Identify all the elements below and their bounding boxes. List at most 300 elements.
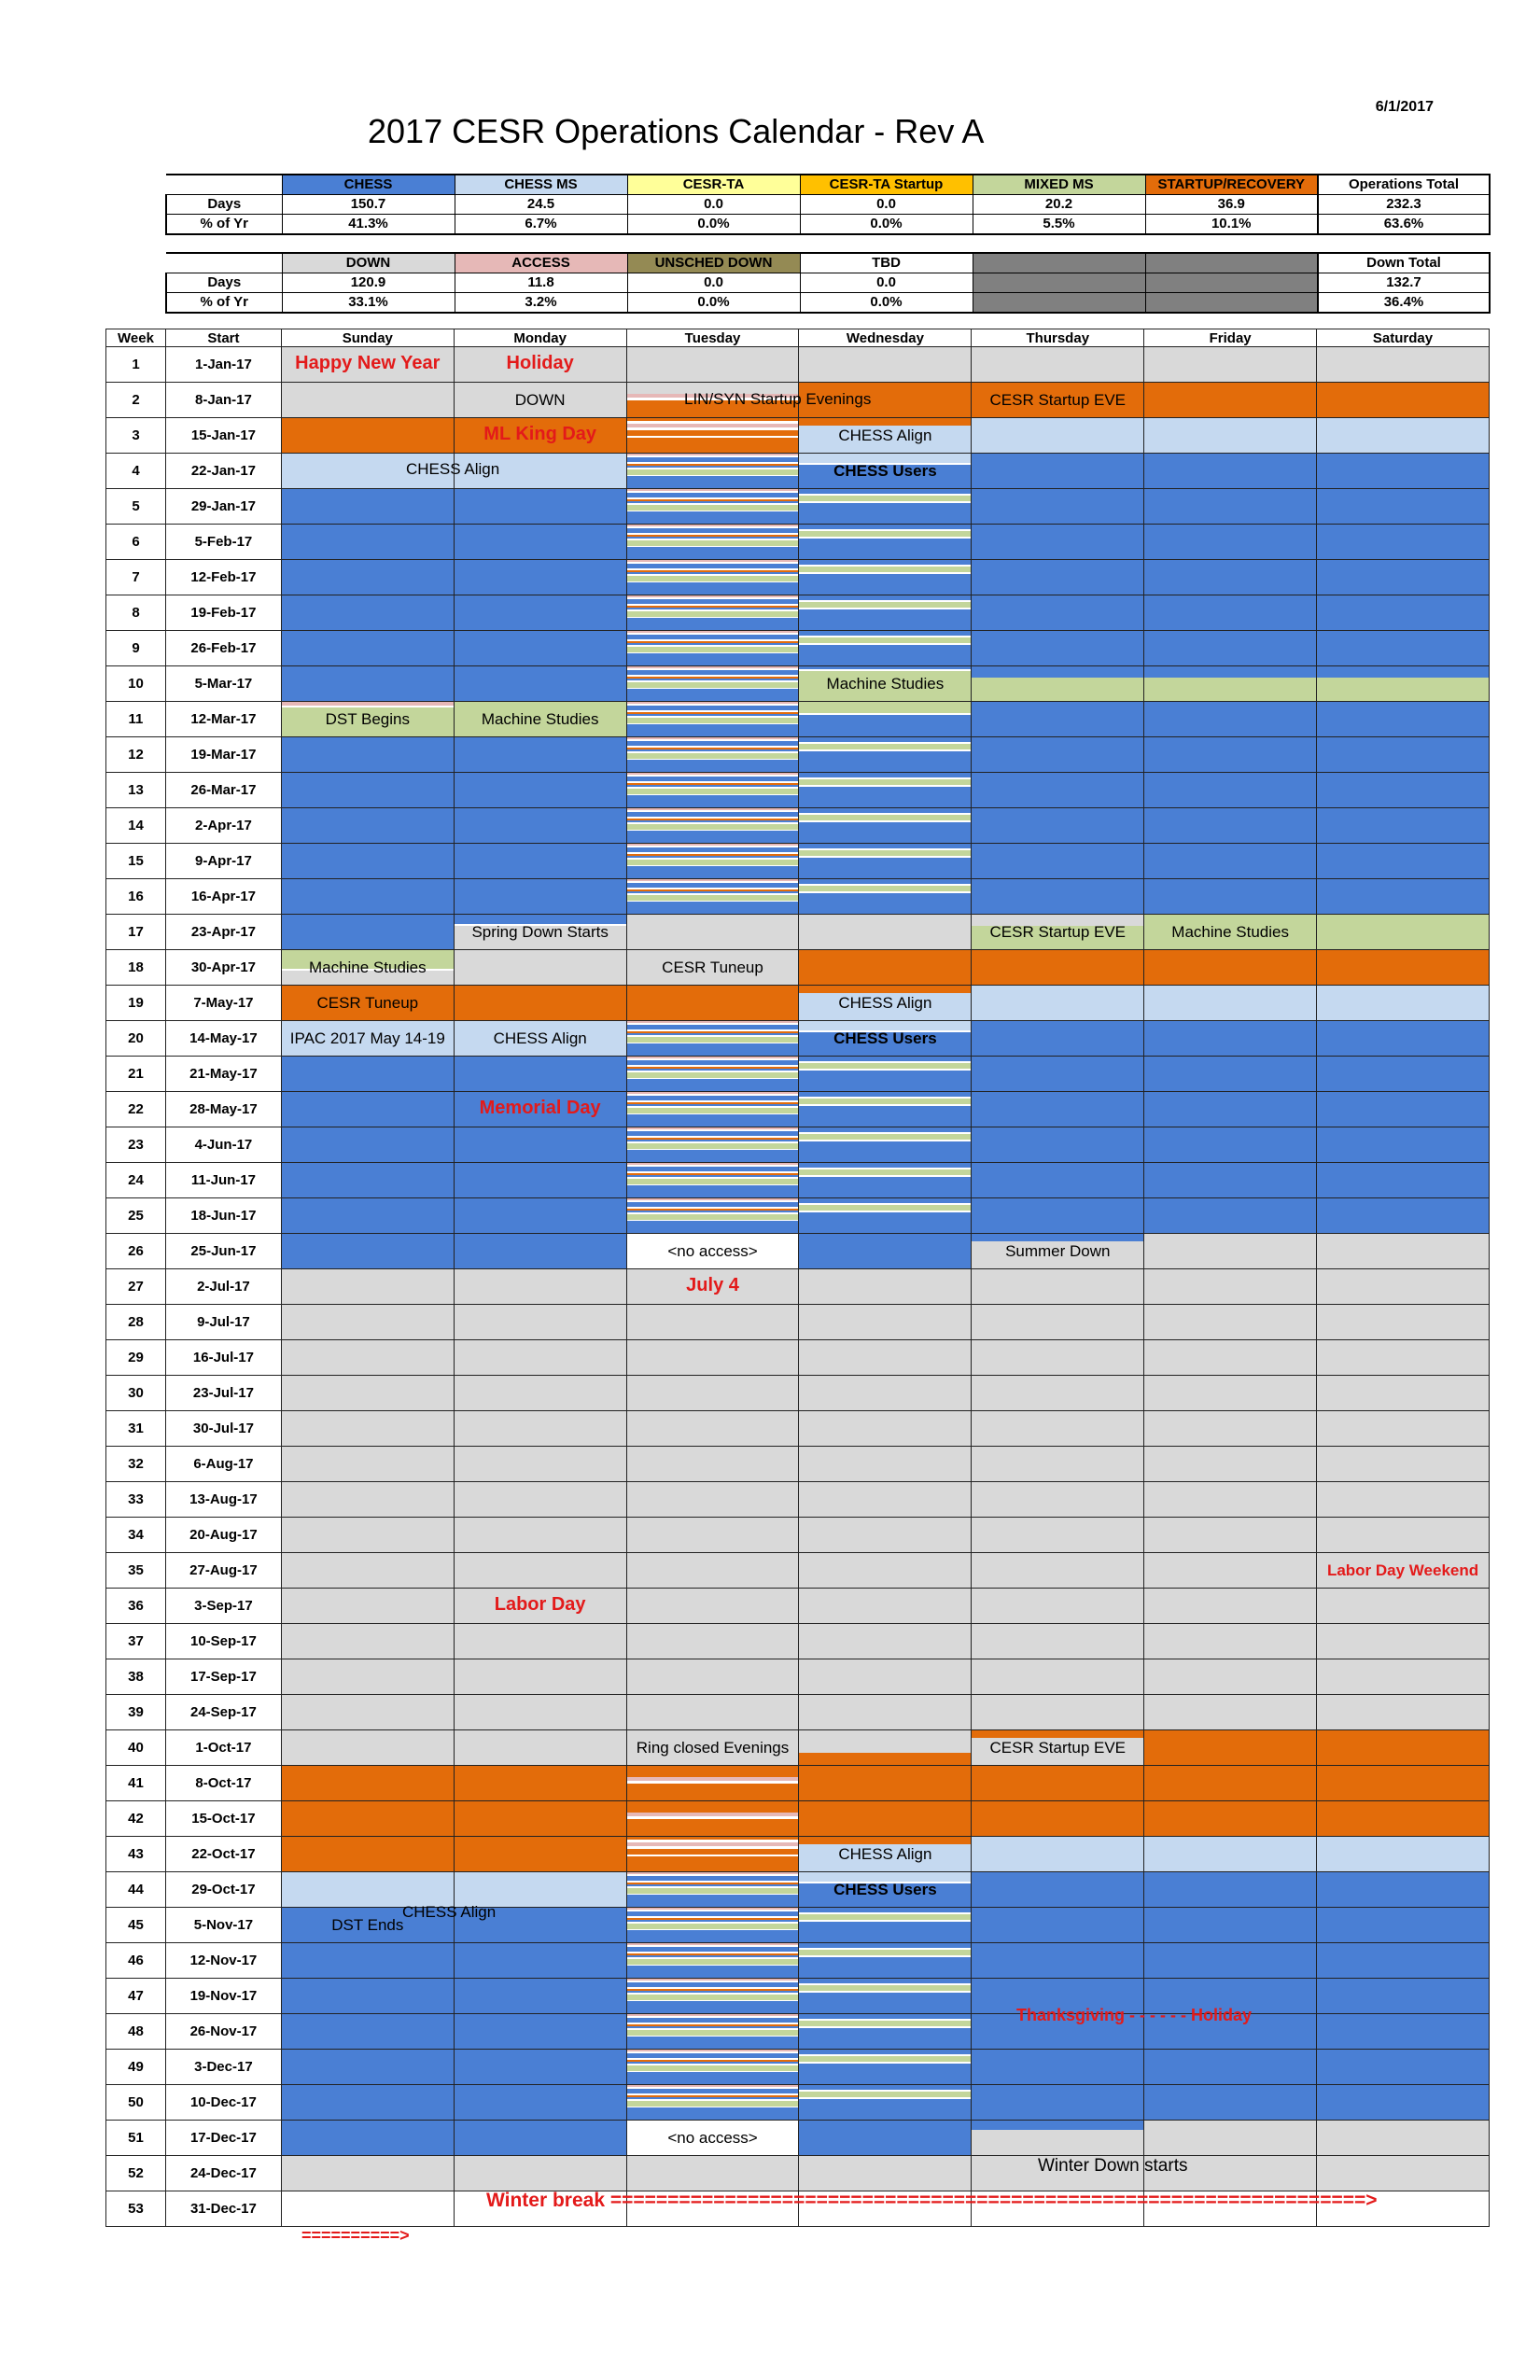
week-start-date: 8-Oct-17 [165, 1766, 281, 1801]
day-cell-thursday [972, 1092, 1144, 1127]
event-label: Labor Day Weekend [1326, 1561, 1479, 1579]
day-cell-thursday [972, 595, 1144, 631]
day-cell-thursday [972, 1695, 1144, 1730]
schedule-band [1317, 1163, 1489, 1197]
week-start-date: 19-Mar-17 [165, 737, 281, 773]
schedule-band [799, 1447, 971, 1481]
day-cell-monday [454, 1127, 626, 1163]
week-number: 37 [106, 1624, 166, 1659]
day-cell-tuesday [626, 808, 799, 844]
day-cell-thursday [972, 1269, 1144, 1305]
week-start-date: 19-Feb-17 [165, 595, 281, 631]
day-cell-tuesday [626, 950, 799, 986]
schedule-band [455, 595, 626, 630]
week-number: 43 [106, 1837, 166, 1872]
schedule-band [1317, 1872, 1489, 1907]
day-cell-wednesday [799, 560, 972, 595]
day-cell-sunday [281, 2191, 454, 2227]
schedule-band [1144, 1518, 1316, 1552]
schedule-band [282, 2156, 454, 2191]
schedule-band [1144, 1021, 1316, 1056]
schedule-band [1317, 631, 1489, 665]
col-header-thursday: Thursday [972, 329, 1144, 347]
week-start-date: 10-Sep-17 [165, 1624, 281, 1659]
day-cell-monday [454, 560, 626, 595]
schedule-band [972, 1269, 1143, 1304]
schedule-band [972, 1376, 1143, 1410]
schedule-band [799, 2156, 971, 2191]
week-row [106, 489, 1490, 525]
day-cell-thursday [972, 950, 1144, 986]
event-label: Ring closed Evenings [636, 1739, 790, 1757]
schedule-band [627, 582, 799, 595]
schedule-band [799, 645, 971, 665]
schedule-band [627, 1221, 799, 1233]
schedule-band [455, 560, 626, 595]
day-cell-thursday [972, 1411, 1144, 1447]
schedule-band [282, 844, 454, 878]
day-cell-wednesday [799, 1872, 972, 1908]
schedule-band [282, 737, 454, 772]
day-cell-saturday [1317, 631, 1490, 666]
week-row [106, 631, 1490, 666]
lin-syn-startup-label: LIN/SYN Startup Evenings [684, 390, 872, 408]
schedule-band [799, 1376, 971, 1410]
day-cell-sunday [281, 1021, 454, 1057]
week-row [106, 1943, 1490, 1979]
schedule-band [972, 418, 1143, 453]
day-cell-saturday [1317, 1979, 1490, 2014]
event-label: <no access> [667, 2129, 758, 2147]
day-cell-wednesday [799, 1269, 972, 1305]
day-cell-thursday [972, 1163, 1144, 1198]
week-number: 33 [106, 1482, 166, 1518]
week-start-date: 7-May-17 [165, 986, 281, 1021]
day-cell-sunday [281, 2121, 454, 2156]
day-cell-thursday [972, 1553, 1144, 1589]
schedule-band [972, 2130, 1143, 2155]
day-cell-sunday [281, 1234, 454, 1269]
down-header-down: DOWN [282, 253, 455, 273]
day-cell-wednesday [799, 1837, 972, 1872]
schedule-band [799, 1305, 971, 1339]
event-label: DST Begins [325, 710, 410, 728]
schedule-band [799, 609, 971, 630]
schedule-band [282, 1837, 454, 1871]
ops-header-cesr-ta: CESR-TA [627, 175, 800, 195]
day-cell-monday [454, 1872, 626, 1908]
schedule-band [1144, 1766, 1316, 1800]
schedule-band [627, 1766, 799, 1777]
schedule-band [1317, 1305, 1489, 1339]
schedule-band [627, 915, 799, 949]
day-cell-sunday [281, 1553, 454, 1589]
week-number: 52 [106, 2156, 166, 2191]
down-total-value: 36.4% [1318, 293, 1490, 314]
event-label: Labor Day [494, 1594, 586, 1615]
day-cell-sunday [281, 1305, 454, 1340]
schedule-band [1144, 1872, 1316, 1907]
schedule-band [627, 1043, 799, 1056]
day-cell-friday [1144, 489, 1317, 525]
ops-value: 0.0% [627, 215, 800, 235]
schedule-band [627, 1784, 799, 1800]
schedule-band [282, 1695, 454, 1729]
day-cell-saturday [1317, 347, 1490, 383]
day-cell-monday [454, 1730, 626, 1766]
day-cell-sunday [281, 702, 454, 737]
schedule-band [1144, 2085, 1316, 2120]
day-cell-wednesday [799, 1801, 972, 1837]
ops-value: 150.7 [282, 195, 455, 215]
week-number: 4 [106, 454, 166, 489]
schedule-band [627, 986, 799, 1020]
day-cell-thursday [972, 489, 1144, 525]
schedule-band [799, 1106, 971, 1127]
down-value: 0.0 [627, 273, 800, 293]
schedule-band [1317, 1659, 1489, 1694]
day-cell-wednesday [799, 1411, 972, 1447]
day-cell-friday [1144, 1766, 1317, 1801]
schedule-band [282, 1589, 454, 1623]
schedule-band [455, 1234, 626, 1268]
day-cell-monday [454, 1518, 626, 1553]
week-number: 8 [106, 595, 166, 631]
week-number: 48 [106, 2014, 166, 2050]
day-cell-wednesday [799, 631, 972, 666]
week-row [106, 560, 1490, 595]
schedule-band [282, 2121, 454, 2155]
week-number: 29 [106, 1340, 166, 1376]
week-number: 34 [106, 1518, 166, 1553]
schedule-band [799, 1801, 971, 1836]
schedule-band [1144, 1269, 1316, 1304]
day-cell-friday [1144, 1553, 1317, 1589]
week-start-date: 18-Jun-17 [165, 1198, 281, 1234]
schedule-band [282, 2085, 454, 2120]
schedule-band [1317, 702, 1489, 736]
week-number: 17 [106, 915, 166, 950]
schedule-band [282, 666, 454, 701]
day-cell-thursday [972, 1872, 1144, 1908]
day-cell-wednesday [799, 1624, 972, 1659]
week-start-date: 23-Jul-17 [165, 1376, 281, 1411]
event-label: Machine Studies [308, 959, 427, 976]
schedule-band [1144, 1659, 1316, 1694]
week-number: 50 [106, 2085, 166, 2121]
day-cell-sunday [281, 950, 454, 986]
day-cell-saturday [1317, 1482, 1490, 1518]
day-cell-monday [454, 1021, 626, 1057]
week-start-date: 31-Dec-17 [165, 2191, 281, 2227]
schedule-band [455, 986, 626, 1020]
schedule-band [1317, 1447, 1489, 1481]
day-cell-saturday [1317, 2014, 1490, 2050]
schedule-band [282, 1411, 454, 1446]
week-number: 12 [106, 737, 166, 773]
schedule-band [1144, 1092, 1316, 1127]
down-value: 11.8 [455, 273, 627, 293]
schedule-band [1144, 1730, 1316, 1765]
week-number: 46 [106, 1943, 166, 1979]
day-cell-wednesday [799, 2156, 972, 2191]
day-cell-monday [454, 525, 626, 560]
day-cell-sunday [281, 560, 454, 595]
schedule-band [799, 1766, 971, 1800]
schedule-band [455, 1376, 626, 1410]
day-cell-saturday [1317, 489, 1490, 525]
day-cell-sunday [281, 915, 454, 950]
schedule-band [972, 2121, 1143, 2130]
schedule-band [972, 1624, 1143, 1659]
day-cell-saturday [1317, 1730, 1490, 1766]
day-cell-monday [454, 1269, 626, 1305]
schedule-band [972, 702, 1143, 736]
week-row [106, 2050, 1490, 2085]
schedule-band [799, 1269, 971, 1304]
schedule-band [1317, 1908, 1489, 1942]
day-cell-friday [1144, 1624, 1317, 1659]
day-cell-wednesday [799, 1518, 972, 1553]
day-cell-thursday [972, 560, 1144, 595]
schedule-band [799, 893, 971, 914]
week-start-date: 5-Nov-17 [165, 1908, 281, 1943]
day-cell-thursday [972, 1766, 1144, 1801]
week-row [106, 2085, 1490, 2121]
day-cell-sunday [281, 666, 454, 702]
day-cell-saturday [1317, 1943, 1490, 1979]
schedule-band [627, 2072, 799, 2084]
event-label: July 4 [686, 1275, 739, 1295]
schedule-band [627, 1482, 799, 1517]
schedule-band [627, 760, 799, 772]
schedule-band [627, 795, 799, 807]
day-cell-monday [454, 1198, 626, 1234]
week-start-date: 1-Jan-17 [165, 347, 281, 383]
week-number: 45 [106, 1908, 166, 1943]
day-cell-friday [1144, 383, 1317, 418]
schedule-band [627, 476, 799, 488]
schedule-band [972, 454, 1143, 488]
schedule-band [1144, 1340, 1316, 1375]
schedule-band [1144, 808, 1316, 843]
schedule-band [1317, 560, 1489, 595]
schedule-band [282, 1340, 454, 1375]
day-cell-saturday [1317, 1695, 1490, 1730]
day-cell-wednesday [799, 489, 972, 525]
page-title: 2017 CESR Operations Calendar - Rev A [368, 112, 985, 150]
schedule-band [455, 1305, 626, 1339]
day-cell-wednesday [799, 1198, 972, 1234]
schedule-band [799, 1993, 971, 2013]
down-header-tbd: TBD [800, 253, 973, 273]
schedule-band [455, 1801, 626, 1836]
week-start-date: 28-May-17 [165, 1092, 281, 1127]
schedule-band [972, 1518, 1143, 1552]
day-cell-monday [454, 1163, 626, 1198]
day-cell-sunday [281, 1269, 454, 1305]
schedule-band [282, 525, 454, 559]
schedule-band [1144, 1589, 1316, 1623]
schedule-band [972, 595, 1143, 630]
day-cell-saturday [1317, 1163, 1490, 1198]
day-cell-friday [1144, 454, 1317, 489]
week-row [106, 1163, 1490, 1198]
schedule-band [1317, 915, 1489, 949]
schedule-band [1144, 1943, 1316, 1978]
schedule-band [282, 1127, 454, 1162]
calendar-grid [105, 329, 1490, 2227]
day-cell-saturday [1317, 2085, 1490, 2121]
event-label: Summer Down [1005, 1242, 1111, 1260]
ops-header-mixed-ms: MIXED MS [973, 175, 1145, 195]
schedule-band [799, 1212, 971, 1233]
week-start-date: 22-Jan-17 [165, 454, 281, 489]
schedule-band [799, 1411, 971, 1446]
schedule-band [1144, 1376, 1316, 1410]
day-cell-friday [1144, 1801, 1317, 1837]
schedule-band [972, 844, 1143, 878]
day-cell-thursday [972, 1801, 1144, 1837]
day-cell-sunday [281, 1447, 454, 1482]
day-cell-saturday [1317, 1659, 1490, 1695]
schedule-band [282, 1234, 454, 1268]
schedule-band [1317, 1518, 1489, 1552]
schedule-band [282, 1447, 454, 1481]
event-label: CHESS Users [833, 1881, 937, 1898]
schedule-band [627, 2037, 799, 2049]
day-cell-friday [1144, 808, 1317, 844]
schedule-band [1144, 418, 1316, 453]
down-value: 0.0 [800, 273, 973, 293]
week-start-date: 9-Jul-17 [165, 1305, 281, 1340]
day-cell-saturday [1317, 1269, 1490, 1305]
down-value: 33.1% [282, 293, 455, 314]
schedule-band [1144, 489, 1316, 524]
week-row [106, 773, 1490, 808]
event-label: CHESS Align [838, 994, 932, 1012]
day-cell-tuesday [626, 1234, 799, 1269]
week-start-date: 17-Dec-17 [165, 2121, 281, 2156]
week-start-date: 8-Jan-17 [165, 383, 281, 418]
day-cell-wednesday [799, 1553, 972, 1589]
revision-date: 6/1/2017 [1375, 99, 1434, 115]
day-cell-friday [1144, 1872, 1317, 1908]
schedule-band [972, 1553, 1143, 1588]
day-cell-thursday [972, 1589, 1144, 1624]
day-cell-friday [1144, 1730, 1317, 1766]
day-cell-wednesday [799, 1092, 972, 1127]
schedule-band [972, 1589, 1143, 1623]
down-blank-cell [1145, 273, 1318, 293]
week-start-date: 25-Jun-17 [165, 1234, 281, 1269]
day-cell-wednesday [799, 418, 972, 454]
day-cell-thursday [972, 1305, 1144, 1340]
schedule-band [282, 915, 454, 949]
week-number: 40 [106, 1730, 166, 1766]
schedule-band [1317, 1057, 1489, 1091]
schedule-band [282, 1198, 454, 1233]
week-start-date: 23-Apr-17 [165, 915, 281, 950]
week-row [106, 808, 1490, 844]
week-start-date: 6-Aug-17 [165, 1447, 281, 1482]
day-cell-friday [1144, 347, 1317, 383]
day-cell-thursday [972, 1943, 1144, 1979]
schedule-band [455, 1127, 626, 1162]
schedule-band [627, 347, 799, 382]
week-row [106, 347, 1490, 383]
schedule-band [455, 879, 626, 914]
day-cell-tuesday [626, 1695, 799, 1730]
schedule-band [972, 1801, 1143, 1836]
week-row [106, 1269, 1490, 1305]
week-number: 26 [106, 1234, 166, 1269]
day-cell-tuesday [626, 489, 799, 525]
schedule-band [972, 737, 1143, 772]
event-label: Spring Down Starts [471, 923, 609, 941]
day-cell-thursday [972, 1730, 1144, 1766]
day-cell-saturday [1317, 1021, 1490, 1057]
schedule-band [627, 1340, 799, 1375]
schedule-band [455, 950, 626, 985]
schedule-band [455, 631, 626, 665]
schedule-band [627, 1518, 799, 1552]
day-cell-wednesday [799, 1305, 972, 1340]
down-blank-cell [973, 273, 1145, 293]
day-cell-saturday [1317, 737, 1490, 773]
event-label: CHESS Align [493, 1029, 587, 1047]
day-cell-tuesday [626, 1766, 799, 1801]
day-cell-thursday [972, 879, 1144, 915]
schedule-band [799, 715, 971, 736]
schedule-band [1144, 454, 1316, 488]
day-cell-monday [454, 844, 626, 879]
ops-total-value: 63.6% [1318, 215, 1490, 235]
schedule-band [455, 1695, 626, 1729]
down-header-total: Down Total [1318, 253, 1490, 273]
day-cell-wednesday [799, 915, 972, 950]
week-start-date: 20-Aug-17 [165, 1518, 281, 1553]
week-start-date: 24-Sep-17 [165, 1695, 281, 1730]
schedule-band [627, 1659, 799, 1694]
week-number: 31 [106, 1411, 166, 1447]
day-cell-sunday [281, 1057, 454, 1092]
day-cell-sunday [281, 1411, 454, 1447]
week-start-date: 13-Aug-17 [165, 1482, 281, 1518]
day-cell-saturday [1317, 1340, 1490, 1376]
day-cell-saturday [1317, 2050, 1490, 2085]
week-row [106, 454, 1490, 489]
day-cell-saturday [1317, 1447, 1490, 1482]
ops-value: 10.1% [1145, 215, 1318, 235]
day-cell-sunday [281, 1872, 454, 1908]
schedule-band [1144, 1411, 1316, 1446]
schedule-band [972, 678, 1143, 701]
day-cell-thursday [972, 383, 1144, 418]
week-number: 20 [106, 1021, 166, 1057]
day-cell-sunday [281, 1730, 454, 1766]
day-cell-friday [1144, 773, 1317, 808]
week-row [106, 2014, 1490, 2050]
week-row [106, 1589, 1490, 1624]
schedule-band [1144, 1553, 1316, 1588]
schedule-band [455, 844, 626, 878]
week-row [106, 1340, 1490, 1376]
schedule-band [282, 2014, 454, 2049]
day-cell-saturday [1317, 1518, 1490, 1553]
schedule-band [799, 2064, 971, 2084]
day-cell-friday [1144, 1057, 1317, 1092]
